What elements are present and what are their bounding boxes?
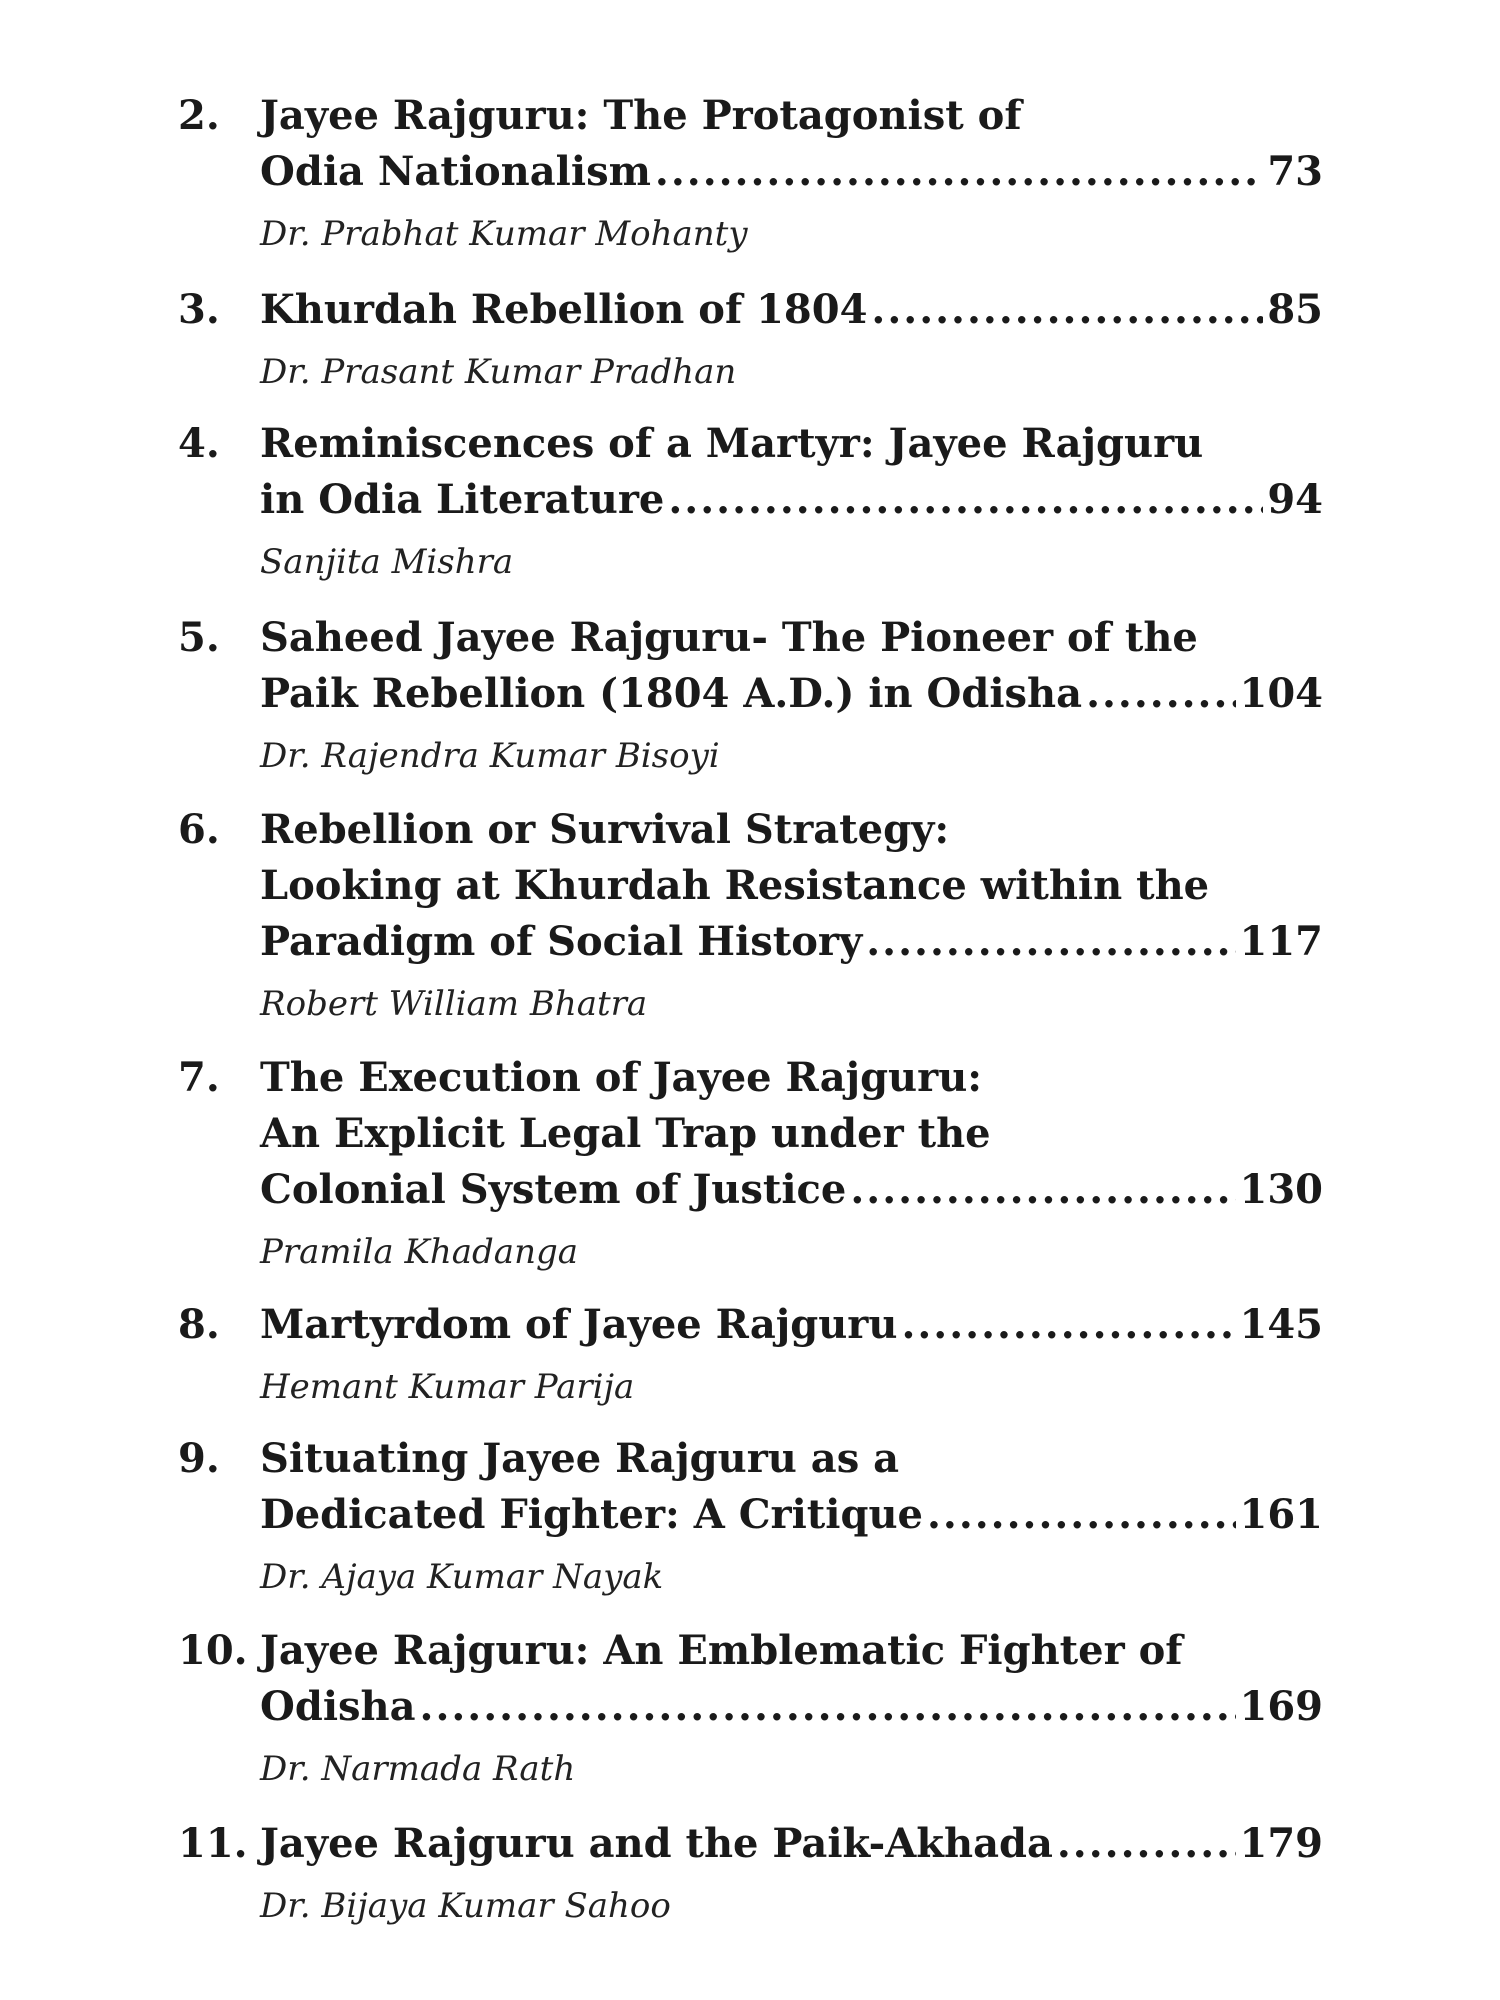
entry-number: 2. xyxy=(178,92,220,139)
entry-title-line: Jayee Rajguru: The Protagonist of xyxy=(260,92,1022,139)
entry-title-last-line xyxy=(260,1487,1323,1543)
entry-title-last-line xyxy=(260,914,1323,970)
dot-leader xyxy=(866,914,1235,970)
entry-author: Sanjita Mishra xyxy=(260,542,514,582)
entry-author: Dr. Bijaya Kumar Sahoo xyxy=(260,1886,671,1926)
entry-title-line: Jayee Rajguru: An Emblematic Fighter of xyxy=(260,1627,1183,1674)
entry-title-text: Dedicated Fighter: A Critique xyxy=(260,1491,923,1538)
entry-title-last-line xyxy=(260,666,1323,722)
entry-title-text: Odia Nationalism xyxy=(260,148,651,195)
entry-author: Dr. Ajaya Kumar Nayak xyxy=(260,1557,664,1597)
page-number: 179 xyxy=(1239,1820,1323,1867)
dot-leader xyxy=(668,472,1263,528)
entry-author: Dr. Narmada Rath xyxy=(260,1749,576,1789)
dot-leader xyxy=(850,1162,1235,1218)
entry-title-last-line xyxy=(260,282,1323,338)
entry-title-text: Paradigm of Social History xyxy=(260,918,863,965)
page-number: 104 xyxy=(1239,670,1323,717)
entry-number: 5. xyxy=(178,614,220,661)
entry-title-line: Rebellion or Survival Strategy: xyxy=(260,806,950,853)
entry-title-last-line xyxy=(260,144,1323,200)
dot-leader xyxy=(927,1487,1236,1543)
entry-title-line: Situating Jayee Rajguru as a xyxy=(260,1435,900,1482)
dot-leader xyxy=(871,282,1263,338)
entry-title-last-line xyxy=(260,1162,1323,1218)
entry-title-text: in Odia Literature xyxy=(260,476,665,523)
entry-title-last-line xyxy=(260,1679,1323,1735)
entry-title-line: Saheed Jayee Rajguru- The Pioneer of the xyxy=(260,614,1198,661)
entry-title-text: Paik Rebellion (1804 A.D.) in Odisha xyxy=(260,670,1083,717)
entry-author: Dr. Prabhat Kumar Mohanty xyxy=(260,214,748,254)
dot-leader xyxy=(420,1679,1236,1735)
dot-leader xyxy=(1086,666,1235,722)
page-number: 94 xyxy=(1267,476,1323,523)
entry-title-text: Khurdah Rebellion of 1804 xyxy=(260,286,868,333)
entry-number: 4. xyxy=(178,420,220,467)
page-number: 145 xyxy=(1239,1301,1323,1348)
dot-leader xyxy=(901,1297,1235,1353)
entry-number: 7. xyxy=(178,1054,220,1101)
page-number: 117 xyxy=(1239,918,1323,965)
entry-title-last-line xyxy=(260,1297,1323,1353)
entry-number: 8. xyxy=(178,1301,220,1348)
entry-author: Dr. Prasant Kumar Pradhan xyxy=(260,352,737,392)
dot-leader xyxy=(1057,1816,1236,1872)
entry-number: 9. xyxy=(178,1435,220,1482)
entry-number: 3. xyxy=(178,286,220,333)
page-number: 169 xyxy=(1239,1683,1323,1730)
entry-title-line: Looking at Khurdah Resistance within the xyxy=(260,862,1210,909)
page-number: 161 xyxy=(1239,1491,1323,1538)
entry-title-last-line xyxy=(260,472,1323,528)
page-number: 85 xyxy=(1267,286,1323,333)
entry-number: 10. xyxy=(178,1627,248,1674)
entry-author: Dr. Rajendra Kumar Bisoyi xyxy=(260,736,720,776)
entry-title-text: Martyrdom of Jayee Rajguru xyxy=(260,1301,898,1348)
entry-title-text: Colonial System of Justice xyxy=(260,1166,847,1213)
entry-title-line: An Explicit Legal Trap under the xyxy=(260,1110,991,1157)
page-number: 130 xyxy=(1239,1166,1323,1213)
dot-leader xyxy=(655,144,1263,200)
entry-title-text: Odisha xyxy=(260,1683,416,1730)
page-number: 73 xyxy=(1267,148,1323,195)
entry-number: 6. xyxy=(178,806,220,853)
entry-author: Pramila Khadanga xyxy=(260,1232,579,1272)
entry-number: 11. xyxy=(178,1820,248,1867)
entry-author: Robert William Bhatra xyxy=(260,984,648,1024)
entry-title-line: Reminiscences of a Martyr: Jayee Rajguru xyxy=(260,420,1204,467)
entry-title-last-line xyxy=(260,1816,1323,1872)
entry-author: Hemant Kumar Parija xyxy=(260,1367,635,1407)
entry-title-text: Jayee Rajguru and the Paik-Akhada xyxy=(260,1820,1053,1867)
entry-title-line: The Execution of Jayee Rajguru: xyxy=(260,1054,983,1101)
